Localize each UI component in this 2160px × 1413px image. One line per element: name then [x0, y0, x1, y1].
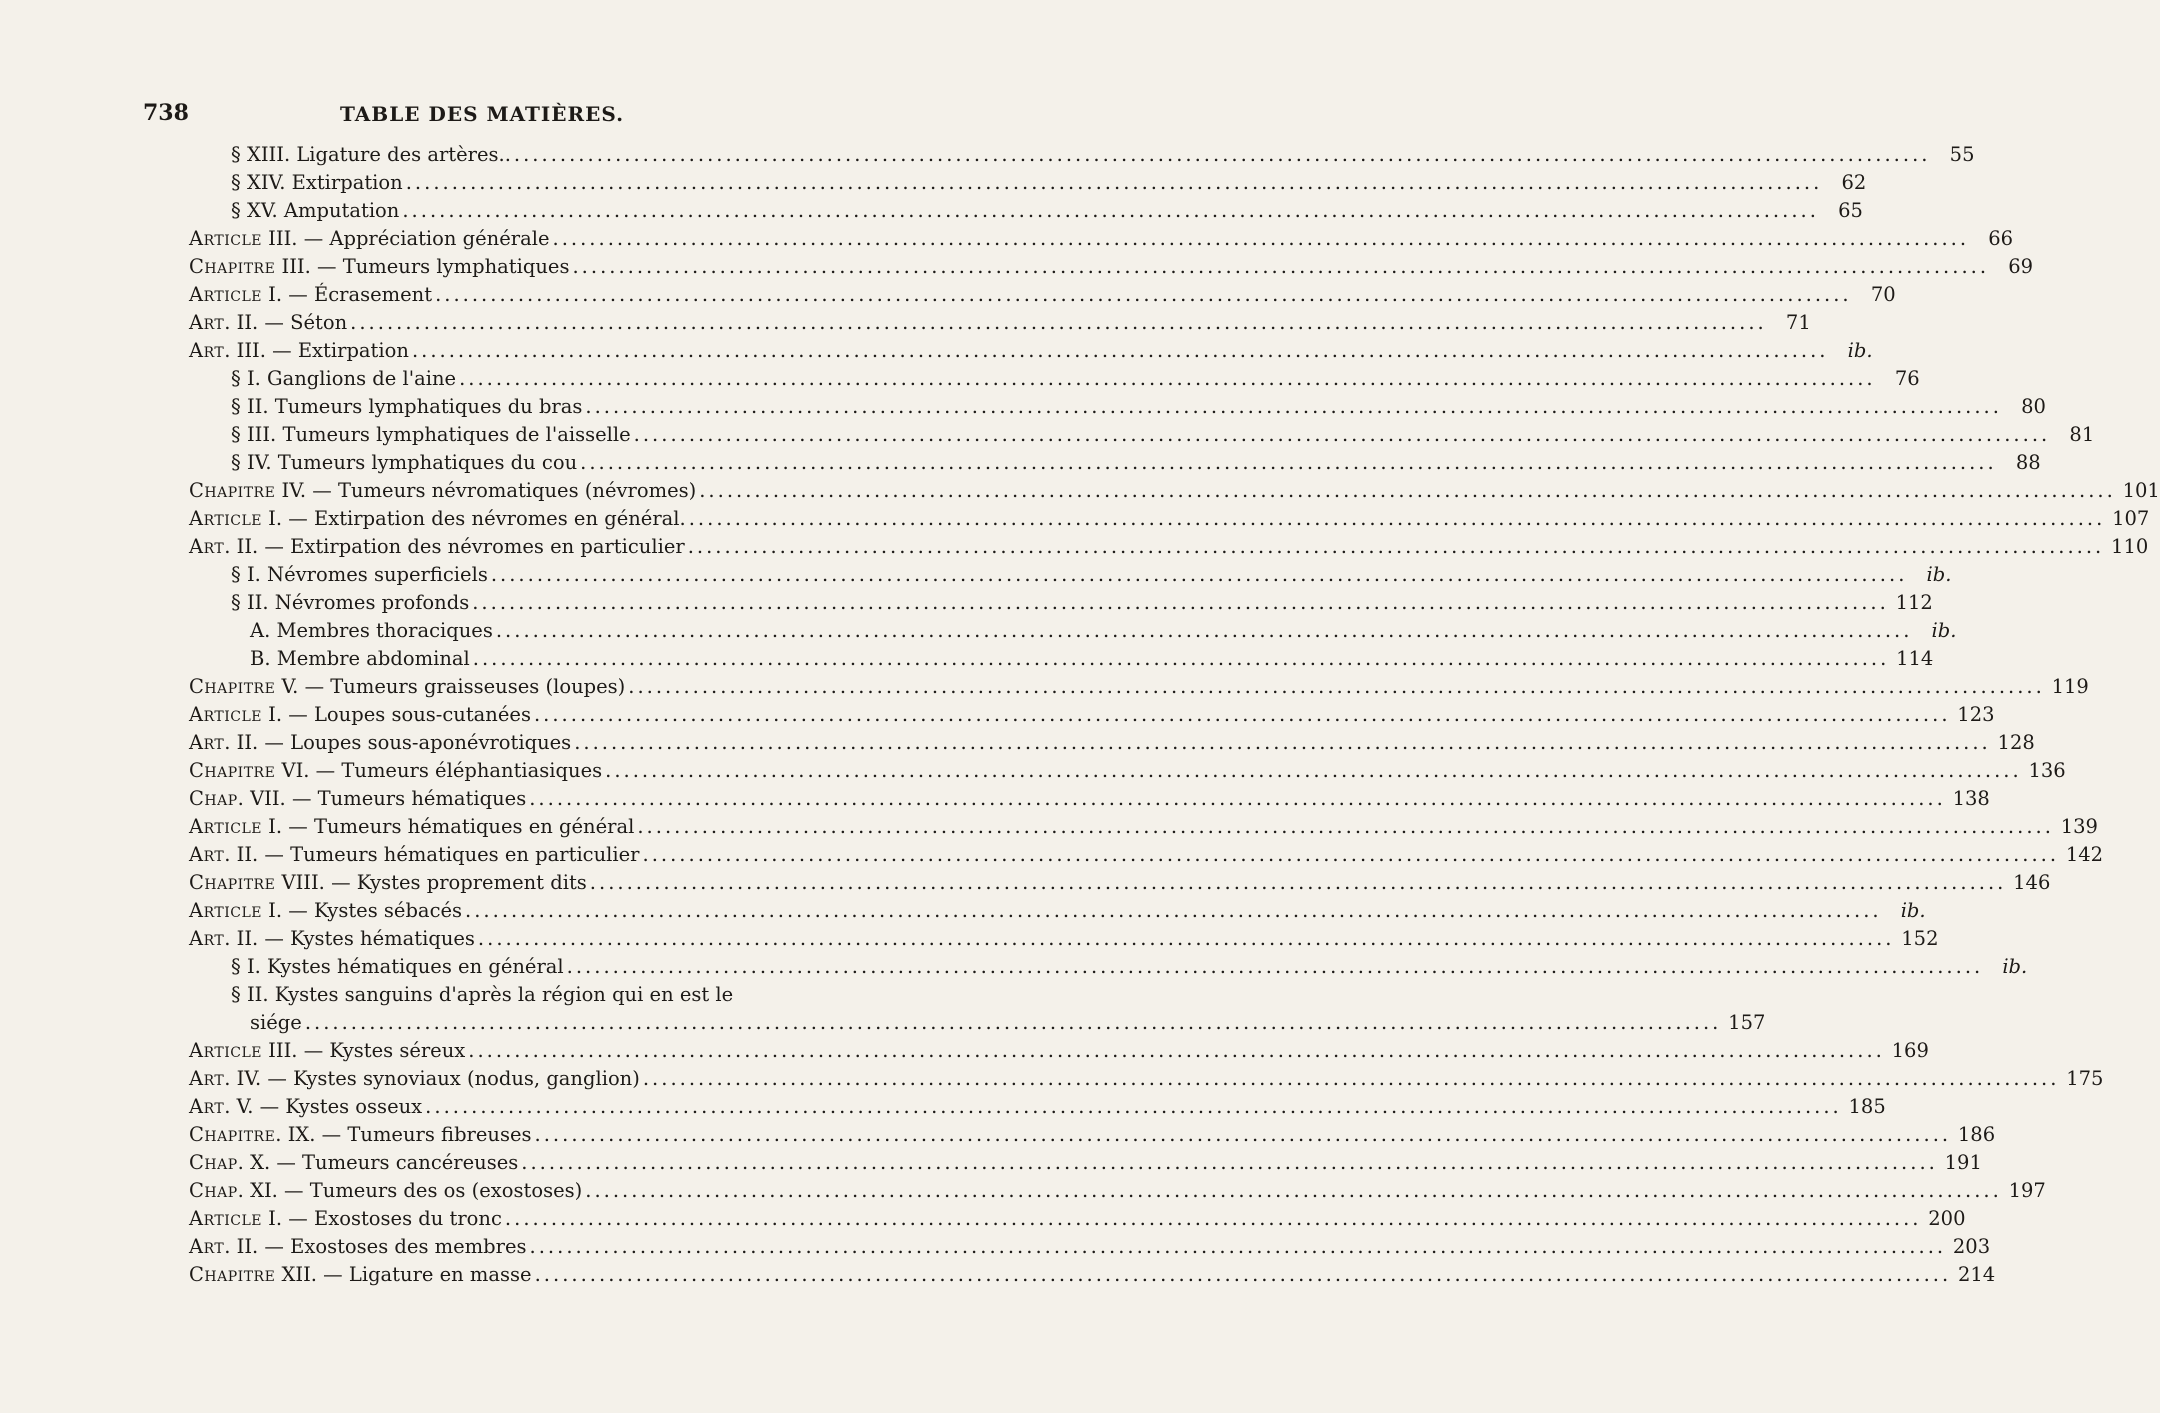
- toc-entry: [189, 477, 2160, 505]
- toc-entry-label: [189, 1233, 527, 1261]
- toc-entry-prefix: Article: [189, 703, 262, 726]
- toc-entry-title: § I. Kystes hématiques en général: [231, 955, 564, 978]
- toc-entry: [231, 393, 2046, 421]
- running-title: TABLE DES MATIÈRES.: [340, 102, 625, 126]
- toc-entry-label: [231, 169, 403, 197]
- toc-entry-label: [231, 197, 399, 225]
- toc-entry-title: B. Membre abdominal: [250, 647, 470, 670]
- toc-entry: [189, 813, 2098, 841]
- dot-leader: [469, 589, 1889, 617]
- toc-entry-title: . II. — Extirpation des névromes en particulier: [224, 535, 685, 558]
- toc-entry: [231, 561, 1952, 589]
- toc-entry-label: [231, 561, 488, 589]
- toc-entry-label: [189, 477, 696, 505]
- toc-page-number: 71: [1785, 311, 1811, 334]
- toc-page-number: 76: [1894, 367, 1920, 390]
- toc-entry-prefix: Chapitre: [189, 1263, 276, 1286]
- toc-entry-label: [189, 729, 571, 757]
- toc-page-number: 119: [2051, 675, 2089, 698]
- toc-entry-label: [189, 1121, 532, 1149]
- toc-entry-label: [189, 1149, 518, 1177]
- dot-leader: [532, 1121, 1952, 1149]
- dot-leader: [462, 897, 1882, 925]
- toc-entry-label: [189, 1065, 640, 1093]
- toc-entry: [189, 897, 1926, 925]
- toc-entry-label: [250, 617, 493, 645]
- toc-entry-title: . II. — Exostoses des membres: [224, 1235, 527, 1258]
- toc-page-number: 110: [2111, 535, 2149, 558]
- toc-entry-title: § XIV. Extirpation: [231, 171, 403, 194]
- dot-leader: [470, 645, 1890, 673]
- toc-entry-title: III. — Appréciation générale: [261, 227, 550, 250]
- toc-entry-prefix: Art: [189, 843, 225, 866]
- toc-entry: [189, 1093, 1886, 1121]
- toc-entry-title: . IX. — Tumeurs fibreuses: [275, 1123, 532, 1146]
- toc-page-number: 203: [1952, 1235, 1991, 1258]
- toc-entry: [231, 197, 1863, 225]
- toc-entry: [189, 785, 1990, 813]
- toc-entry-label: [189, 253, 569, 281]
- toc-entry: [250, 1009, 1766, 1037]
- toc-entry: [189, 533, 2149, 561]
- dot-leader: [475, 925, 1895, 953]
- toc-entry-title: I. — Écrasement: [261, 283, 433, 306]
- toc-page-number: ib.: [1847, 339, 1873, 362]
- toc-entry-title: . II. — Loupes sous-aponévrotiques: [224, 731, 572, 754]
- toc-entry-prefix: Chap: [189, 1179, 238, 1202]
- dot-leader: [631, 421, 2051, 449]
- toc-entry: [189, 869, 2051, 897]
- toc-entry-prefix: Chapitre: [189, 675, 276, 698]
- toc-entry-label: [189, 869, 587, 897]
- toc-entry-label: [189, 897, 462, 925]
- toc-entry-label: [189, 1037, 465, 1065]
- toc-entry-title: § II. Tumeurs lymphatiques du bras: [231, 395, 583, 418]
- toc-page-number: 107: [2112, 507, 2150, 530]
- toc-entry-title: . V. — Kystes osseux: [224, 1095, 423, 1118]
- toc-entry-title: § XIII. Ligature des artères..: [231, 143, 511, 166]
- toc-entry-label: [189, 505, 686, 533]
- toc-page-number: ib.: [2002, 955, 2028, 978]
- dot-leader: [569, 253, 1989, 281]
- dot-leader: [502, 1205, 1922, 1233]
- toc-entry-prefix: Art: [189, 535, 225, 558]
- toc-page-number: 70: [1870, 283, 1896, 306]
- toc-page-number: 185: [1848, 1095, 1886, 1118]
- toc-page-number: 128: [1997, 731, 2035, 754]
- toc-entry-title: § III. Tumeurs lymphatiques de l'aisselle: [231, 423, 631, 446]
- dot-leader: [302, 1009, 1722, 1037]
- toc-entry-prefix: Art: [189, 1067, 225, 1090]
- toc-entry: [189, 281, 1896, 309]
- toc-entry: [231, 589, 1933, 617]
- toc-page-number: 139: [2060, 815, 2098, 838]
- dot-leader: [409, 337, 1829, 365]
- toc-entry-title: § I. Ganglions de l'aine: [231, 367, 457, 390]
- toc-page-number: 142: [2065, 843, 2104, 866]
- toc-entry-prefix: Art: [189, 731, 225, 754]
- toc-entry-prefix: Art: [189, 339, 225, 362]
- dot-leader: [550, 225, 1970, 253]
- toc-entry-prefix: Chapitre: [189, 1123, 276, 1146]
- toc-entry-label: [189, 225, 550, 253]
- toc-entry-label: [189, 1177, 582, 1205]
- toc-entry: [189, 925, 1939, 953]
- toc-entry-title: . X. — Tumeurs cancéreuses: [237, 1151, 519, 1174]
- toc-entry-label: [189, 1205, 502, 1233]
- toc-entry-title: siége: [250, 1011, 302, 1034]
- toc-entry-label: [231, 449, 577, 477]
- toc-entry-title: . VII. — Tumeurs hématiques: [237, 787, 527, 810]
- toc-page-number: 175: [2066, 1067, 2104, 1090]
- toc-entry-prefix: Chap: [189, 787, 238, 810]
- toc-entry-label: [189, 309, 347, 337]
- toc-entry-prefix: Article: [189, 1039, 262, 1062]
- toc-entry-title: . II. — Kystes hématiques: [224, 927, 475, 950]
- toc-page-number: 101: [2122, 479, 2160, 502]
- toc-entry-prefix: Art: [189, 927, 225, 950]
- toc-page-number: ib.: [1900, 899, 1926, 922]
- dot-leader: [577, 449, 1997, 477]
- dot-leader: [403, 169, 1823, 197]
- toc-entry-title: § XV. Amputation: [231, 199, 400, 222]
- toc-entry-label: [250, 645, 470, 673]
- toc-entry-label: [189, 701, 531, 729]
- toc-page-number: 88: [2015, 451, 2041, 474]
- dot-leader: [347, 309, 1767, 337]
- dot-leader: [531, 701, 1951, 729]
- toc-entry: [189, 505, 2150, 533]
- dot-leader: [640, 841, 2060, 869]
- toc-entry-prefix: Article: [189, 1207, 262, 1230]
- toc-entry-title: I. — Extirpation des névromes en général.: [261, 507, 686, 530]
- toc-entry: [231, 365, 1920, 393]
- toc-entry-title: VIII. — Kystes proprement dits: [275, 871, 587, 894]
- toc-page-number: 123: [1957, 703, 1995, 726]
- toc-entry: [189, 253, 2034, 281]
- toc-entry-prefix: Art: [189, 1235, 225, 1258]
- toc-entry: [189, 701, 1995, 729]
- toc-entry-prefix: Chapitre: [189, 255, 276, 278]
- toc-page-number: 191: [1944, 1151, 1982, 1174]
- toc-entry-label: [189, 813, 634, 841]
- toc-entry-title: I. — Tumeurs hématiques en général: [261, 815, 635, 838]
- toc-entry: [189, 1261, 1996, 1289]
- dot-leader: [493, 617, 1913, 645]
- toc-entry-label: [189, 785, 526, 813]
- toc-entry-title: . II. — Tumeurs hématiques en particulier: [224, 843, 640, 866]
- toc-entry-title: VI. — Tumeurs éléphantiasiques: [275, 759, 603, 782]
- toc-page-number: 69: [2008, 255, 2034, 278]
- toc-entry: [231, 953, 2028, 981]
- toc-page-number: 136: [2028, 759, 2066, 782]
- toc-entry-label: [189, 1093, 422, 1121]
- toc-page-number: 55: [1949, 143, 1975, 166]
- toc-entry-prefix: Article: [189, 899, 262, 922]
- toc-page-number: 114: [1896, 647, 1934, 670]
- toc-entry-prefix: Article: [189, 507, 262, 530]
- toc-entry: [189, 309, 1811, 337]
- dot-leader: [399, 197, 1819, 225]
- toc-entry: [189, 1121, 1996, 1149]
- toc-entry: [189, 1149, 1982, 1177]
- toc-entry-prefix: Chap: [189, 1151, 238, 1174]
- toc-entry: [231, 169, 1867, 197]
- dot-leader: [527, 1233, 1947, 1261]
- toc-entry-text: § II. Kystes sanguins d'après la région qui en est le: [231, 983, 734, 1006]
- toc-entry-title: III. — Kystes séreux: [261, 1039, 466, 1062]
- toc-entry-label: [189, 757, 602, 785]
- toc-entry-prefix: Chapitre: [189, 479, 276, 502]
- toc-entry-label: [231, 141, 511, 169]
- dot-leader: [625, 673, 2045, 701]
- toc-page-number: 146: [2013, 871, 2051, 894]
- toc-entry-label: [250, 1009, 302, 1037]
- toc-page-number: 197: [2008, 1179, 2046, 1202]
- toc-entry-prefix: Chapitre: [189, 759, 276, 782]
- toc-entry: [189, 337, 1873, 365]
- toc-entry-title: I. — Kystes sébacés: [261, 899, 463, 922]
- dot-leader: [571, 729, 1991, 757]
- toc-page-number: 138: [1952, 787, 1990, 810]
- toc-page-number: 112: [1895, 591, 1933, 614]
- toc-entry-title: I. — Exostoses du tronc: [261, 1207, 502, 1230]
- dot-leader: [532, 1261, 1952, 1289]
- toc-entry-label: [189, 1261, 532, 1289]
- toc-entry: [189, 1233, 1991, 1261]
- toc-entry: [189, 729, 2035, 757]
- toc-entry-prefix: Article: [189, 227, 262, 250]
- toc-entry-title: . IV. — Kystes synoviaux (nodus, ganglion): [224, 1067, 640, 1090]
- toc-entry-title: . III. — Extirpation: [224, 339, 409, 362]
- dot-leader: [686, 505, 2106, 533]
- toc-entry: [189, 841, 2104, 869]
- toc-entry-prefix: Chapitre: [189, 871, 276, 894]
- toc-page-number: ib.: [1926, 563, 1952, 586]
- toc-entry: [189, 1037, 1929, 1065]
- toc-entry-title: § I. Névromes superficiels: [231, 563, 488, 586]
- dot-leader: [640, 1065, 2060, 1093]
- toc-entry-title: § IV. Tumeurs lymphatiques du cou: [231, 451, 578, 474]
- dot-leader: [488, 561, 1908, 589]
- toc-entry: [189, 757, 2066, 785]
- toc-page-number: 152: [1901, 927, 1939, 950]
- toc-entry: [189, 1065, 2104, 1093]
- toc-entry-label: [189, 533, 685, 561]
- toc-entry: [189, 225, 2014, 253]
- toc-entry: [189, 1177, 2046, 1205]
- toc-entry: [250, 645, 1934, 673]
- dot-leader: [511, 141, 1931, 169]
- toc-entry-label: [231, 953, 564, 981]
- toc-entry-title: III. — Tumeurs lymphatiques: [275, 255, 570, 278]
- toc-entry-label: [189, 337, 409, 365]
- toc-entry-label: [189, 281, 432, 309]
- toc-entry-title: . XI. — Tumeurs des os (exostoses): [237, 1179, 583, 1202]
- toc-page-number: ib.: [1931, 619, 1957, 642]
- toc-entry-title: A. Membres thoraciques: [250, 619, 493, 642]
- toc-page-number: 62: [1841, 171, 1867, 194]
- dot-leader: [696, 477, 2116, 505]
- dot-leader: [422, 1093, 1842, 1121]
- toc-entry-label: [189, 673, 625, 701]
- toc-page-number: 157: [1728, 1011, 1766, 1034]
- toc-entry-label: [231, 393, 582, 421]
- toc-page-number: 214: [1957, 1263, 1996, 1286]
- dot-leader: [456, 365, 1876, 393]
- toc-page-number: 65: [1838, 199, 1863, 222]
- toc-page-number: 200: [1928, 1207, 1966, 1230]
- dot-leader: [587, 869, 2007, 897]
- toc-entry: [250, 617, 1957, 645]
- toc-page-number: 169: [1891, 1039, 1929, 1062]
- dot-leader: [518, 1149, 1938, 1177]
- toc-entry-title: § II. Névromes profonds: [231, 591, 470, 614]
- toc-entry-prefix: Article: [189, 815, 262, 838]
- toc-entry-label: [189, 841, 640, 869]
- toc-entry-prefix: Art: [189, 1095, 225, 1118]
- toc-entry-title: IV. — Tumeurs névromatiques (névromes): [275, 479, 697, 502]
- toc-entry-prefix: Article: [189, 283, 262, 306]
- toc-entry-label: [231, 421, 631, 449]
- toc-entry-label: [231, 365, 456, 393]
- toc-entry-title: XII. — Ligature en masse: [275, 1263, 532, 1286]
- dot-leader: [582, 1177, 2002, 1205]
- toc-page-number: 81: [2069, 423, 2095, 446]
- toc-entry-prefix: Art: [189, 311, 225, 334]
- dot-leader: [526, 785, 1946, 813]
- toc-entry-label: [231, 589, 469, 617]
- toc-entry: [231, 421, 2095, 449]
- page-header: [0, 100, 800, 134]
- toc-entry: [189, 673, 2089, 701]
- dot-leader: [602, 757, 2022, 785]
- toc-entry-title: . II. — Séton: [224, 311, 348, 334]
- toc-page-number: 186: [1957, 1123, 1996, 1146]
- dot-leader: [432, 281, 1852, 309]
- dot-leader: [564, 953, 1984, 981]
- toc-entry: [231, 449, 2041, 477]
- toc-entry-label: [189, 925, 475, 953]
- toc-entry: [231, 141, 1975, 169]
- toc-entry-title: I. — Loupes sous-cutanées: [261, 703, 531, 726]
- toc-entry-title: V. — Tumeurs graisseuses (loupes): [275, 675, 626, 698]
- dot-leader: [634, 813, 2054, 841]
- dot-leader: [582, 393, 2002, 421]
- toc-entry: [189, 1205, 1966, 1233]
- toc-page-number: 66: [1988, 227, 2014, 250]
- toc-page-number: 80: [2021, 395, 2046, 418]
- page-number: 738: [143, 100, 189, 126]
- dot-leader: [685, 533, 2105, 561]
- dot-leader: [465, 1037, 1885, 1065]
